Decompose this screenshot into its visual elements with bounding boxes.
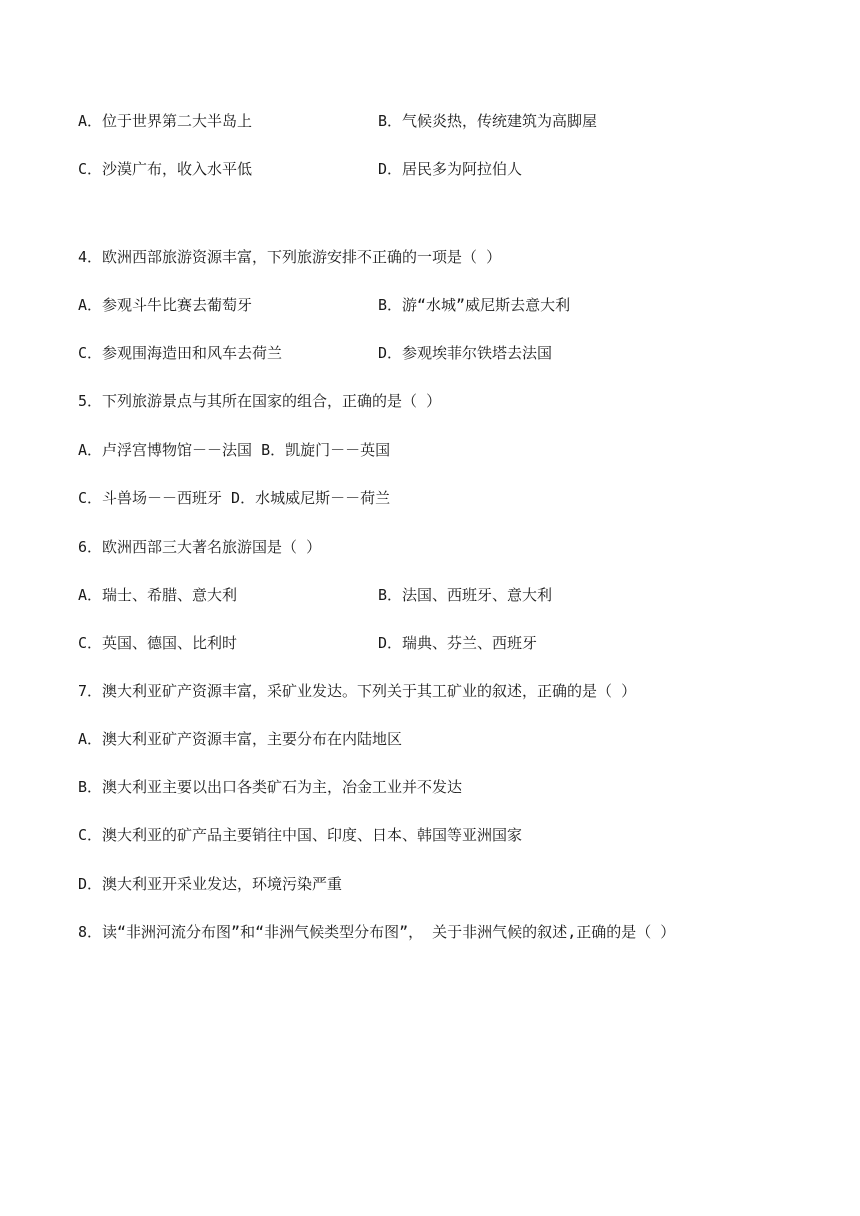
q7-option-d: D．澳大利亚开采业发达，环境污染严重 [78, 875, 343, 893]
q3-option-d: D．居民多为阿拉伯人 [378, 160, 523, 178]
q3-option-c: C．沙漠广布，收入水平低 [78, 160, 253, 178]
q3-option-a: A．位于世界第二大半岛上 [78, 112, 253, 130]
q5-stem: 5．下列旅游景点与其所在国家的组合，正确的是（ ） [78, 392, 442, 410]
q7-stem: 7．澳大利亚矿产资源丰富，采矿业发达。下列关于其工矿业的叙述，正确的是（ ） [78, 682, 637, 700]
q5-options-ab: A．卢浮宫博物馆－－法国 B．凯旋门－－英国 [78, 441, 391, 459]
q6-option-b: B．法国、西班牙、意大利 [378, 586, 553, 604]
q4-option-c: C．参观围海造田和风车去荷兰 [78, 344, 283, 362]
q5-options-cd: C．斗兽场－－西班牙 D．水城威尼斯－－荷兰 [78, 489, 391, 507]
q4-stem: 4．欧洲西部旅游资源丰富，下列旅游安排不正确的一项是（ ） [78, 248, 502, 266]
q6-option-d: D．瑞典、芬兰、西班牙 [378, 634, 538, 652]
q7-option-c: C．澳大利亚的矿产品主要销往中国、印度、日本、韩国等亚洲国家 [78, 826, 523, 844]
q6-stem: 6．欧洲西部三大著名旅游国是（ ） [78, 538, 322, 556]
q6-option-c: C．英国、德国、比利时 [78, 634, 238, 652]
q4-option-a: A．参观斗牛比赛去葡萄牙 [78, 296, 253, 314]
q7-option-b: B．澳大利亚主要以出口各类矿石为主，冶金工业并不发达 [78, 778, 463, 796]
q6-option-a: A．瑞士、希腊、意大利 [78, 586, 238, 604]
q7-option-a: A．澳大利亚矿产资源丰富，主要分布在内陆地区 [78, 730, 403, 748]
q8-stem: 8．读“非洲河流分布图”和“非洲气候类型分布图”， 关于非洲气候的叙述,正确的是（ ） [78, 923, 676, 941]
q3-option-b: B．气候炎热，传统建筑为高脚屋 [378, 112, 598, 130]
q4-option-d: D．参观埃菲尔铁塔去法国 [378, 344, 553, 362]
q4-option-b: B．游“水城”威尼斯去意大利 [378, 296, 571, 314]
